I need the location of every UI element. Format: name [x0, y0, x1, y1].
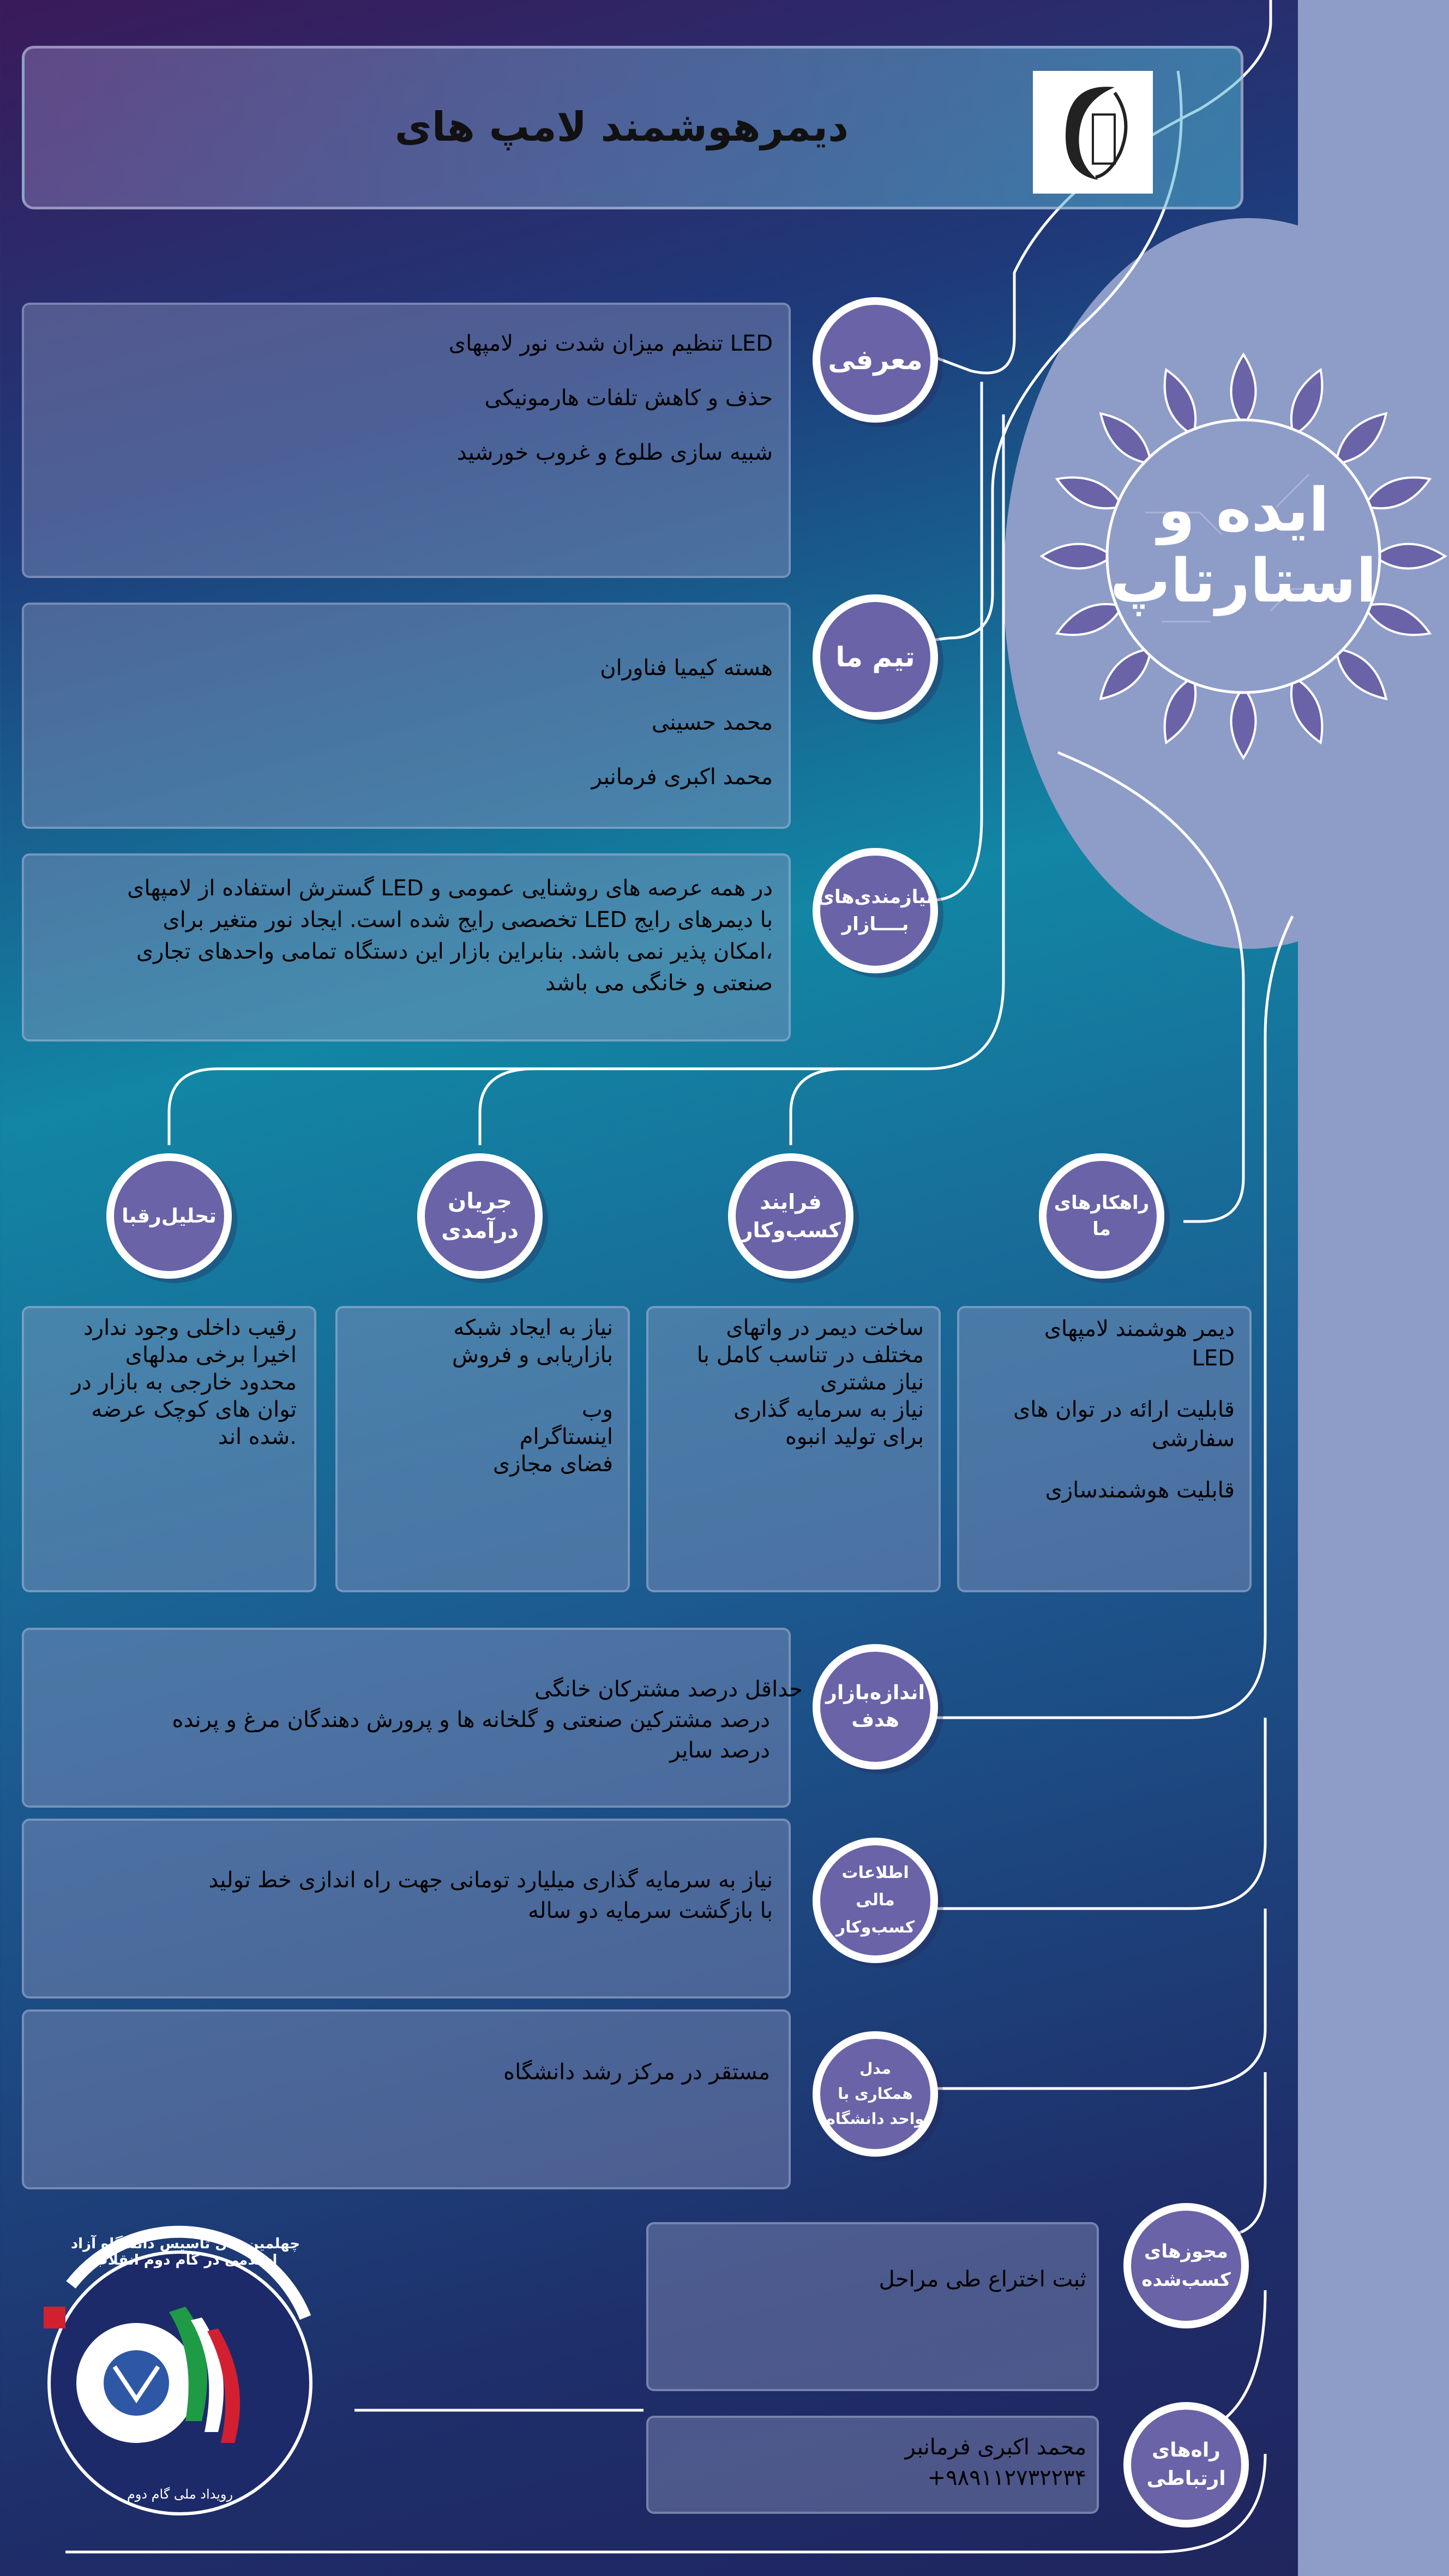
cooperation-label: همکاری با [838, 2085, 913, 2103]
revenue-line: وب [582, 1397, 613, 1422]
hero-line-2: استارتاپ [1110, 546, 1377, 616]
contact-circle [1123, 2402, 1249, 2527]
cooperation-circle [813, 2031, 938, 2157]
target-market-circle [813, 1644, 938, 1770]
licenses-label: مجوزهای [1144, 2241, 1228, 2262]
competitors-line: توان های کوچک عرضه [91, 1397, 297, 1422]
intro-circle [813, 297, 938, 423]
revenue-line: نیاز به ایجاد شبکه [453, 1315, 613, 1340]
licenses-line: ثبت اختراع طی مراحل [879, 2267, 1086, 2292]
solutions-line: سفارشی [1151, 1427, 1235, 1452]
business-process-circle [728, 1153, 853, 1279]
business-process-line: برای تولید انبوه [785, 1424, 924, 1449]
hero-title [1036, 474, 1449, 616]
target-market-label: اندازه‌بازار [826, 1682, 925, 1704]
target-market-line: حداقل درصد مشترکان خانگی [534, 1677, 803, 1702]
team-text [592, 641, 773, 804]
page-title: دیمرهوشمند لامپ های [394, 104, 849, 151]
revenue-line: اینستاگرام [519, 1424, 613, 1449]
market-needs-label: نیازمندی‌های [817, 886, 934, 908]
business-process-label: فرایند [760, 1190, 822, 1214]
team-line: هسته کیمیا فناوران [600, 655, 773, 681]
financial-text [208, 1865, 773, 1926]
emblem-footer-text: رویداد ملی گام دوم [127, 2487, 233, 2502]
financial-circle [813, 1838, 938, 1963]
competitors-line: اخیرا برخی مدلهای [125, 1343, 297, 1368]
licenses-text [879, 2252, 1086, 2307]
financial-line: با بازگشت سرمایه دو ساله [527, 1898, 773, 1923]
solutions-line: قابلیت ارائه در توان های [1013, 1397, 1235, 1422]
revenue-line: بازاریابی و فروش [452, 1343, 613, 1368]
competitors-line: رقیب داخلی وجود ندارد [83, 1315, 297, 1340]
intro-line: حذف و کاهش تلفات هارمونیکی [484, 386, 773, 411]
cooperation-label: واحد دانشگاه [826, 2110, 924, 2128]
hero-line-1: ایده و [1157, 475, 1330, 545]
competitors-line: شده اند. [218, 1424, 297, 1449]
revenue-label: جریان [448, 1189, 512, 1214]
licenses-label: کسب‌شده [1141, 2269, 1231, 2291]
intro-label: معرفی [828, 344, 923, 376]
team-line: محمد حسینی [652, 710, 773, 735]
solutions-circle [1039, 1153, 1164, 1279]
target-market-text [172, 1674, 803, 1766]
solutions-label: ما [1092, 1218, 1111, 1240]
financial-label: اطلاعات مالی [841, 1863, 909, 1910]
contact-name: محمد اکبری فرمانبر [905, 2435, 1086, 2460]
market-needs-line: صنعتی و خانگی می باشد [545, 971, 773, 996]
contact-text [905, 2432, 1086, 2493]
business-process-line: مختلف در تناسب کامل با [696, 1343, 924, 1368]
competitors-label: تحلیل‌رقبا [122, 1205, 217, 1227]
team-line: محمد اکبری فرمانبر [591, 765, 773, 790]
intro-text [449, 316, 773, 480]
revenue-circle [417, 1153, 543, 1279]
anniversary-emblem-icon [22, 2225, 327, 2530]
target-market-line: درصد سایر [670, 1738, 770, 1763]
cooperation-text [503, 2045, 770, 2099]
licenses-panel [646, 2222, 1099, 2391]
anniversary-emblem [22, 2225, 327, 2530]
cooperation-label: مدل [859, 2060, 891, 2078]
business-process-label: کسب‌وکار [741, 1218, 841, 1242]
intro-line: تنظیم میزان شدت نور لامپهای LED [448, 331, 773, 356]
revenue-text [452, 1314, 613, 1478]
market-needs-circle [813, 848, 938, 973]
licenses-circle [1123, 2203, 1249, 2328]
emblem-ring-text: چهلمین‌سال تاسیس دانشگاه آزاد اسلامی در گام دوم انقلاب [70, 2236, 300, 2268]
university-logo [1033, 71, 1153, 194]
target-market-line: درصد مشترکین صنعتی و گلخانه ها و پرورش دهندگان مرغ و پرنده [172, 1707, 770, 1732]
solutions-line: LED [1192, 1346, 1235, 1371]
competitors-circle [106, 1153, 232, 1279]
market-needs-line: امکان پذیر نمی باشد. بنابراین بازار این دستگاه تمامی واحدهای تجاری، [136, 939, 773, 964]
solutions-line: قابلیت هوشمندسازی [1045, 1478, 1235, 1503]
competitors-text [71, 1314, 297, 1450]
cooperation-line: مستقر در مرکز رشد دانشگاه [503, 2060, 770, 2085]
business-process-text [697, 1314, 924, 1450]
contact-phone: +۹۸۹۱۱۲۷۳۲۲۳۴ [927, 2465, 1086, 2490]
solutions-label: راهکارهای [1054, 1192, 1150, 1214]
solutions-text [1013, 1314, 1235, 1505]
revenue-label: درآمدی [441, 1218, 519, 1243]
target-market-label: هدف [851, 1709, 899, 1731]
market-needs-label: بــــازار [841, 913, 909, 935]
team-label: تیم ما [835, 641, 915, 673]
market-needs-line: تخصصی رایج شده است. ایجاد نور متغیر برای LED با دیمرهای رایج [163, 907, 773, 932]
cooperation-panel [22, 2009, 791, 2189]
intro-line: شبیه سازی طلوع و غروب خورشید [456, 440, 773, 465]
crescent-logo-icon [1033, 71, 1153, 194]
market-needs-line: گسترش استفاده از لامپهای LED در همه عرصه های روشنایی عمومی و [127, 876, 773, 901]
financial-line: نیاز به سرمایه گذاری میلیارد تومانی جهت راه اندازی خط تولید [208, 1868, 773, 1893]
revenue-line: فضای مجازی [492, 1452, 613, 1477]
financial-label: کسب‌وکار [835, 1918, 915, 1937]
competitors-line: محدود خارجی به بازار در [71, 1370, 297, 1395]
contact-label: راه‌های [1152, 2439, 1220, 2461]
business-process-line: نیاز مشتری [820, 1370, 924, 1395]
business-process-line: نیاز به سرمایه گذاری [733, 1397, 924, 1422]
solutions-line: دیمر هوشمند لامپهای [1044, 1316, 1235, 1341]
contact-label: ارتباطی [1146, 2467, 1226, 2490]
team-circle [813, 594, 938, 720]
market-needs-text [127, 872, 773, 999]
business-process-line: ساخت دیمر در واتهای [726, 1315, 924, 1340]
